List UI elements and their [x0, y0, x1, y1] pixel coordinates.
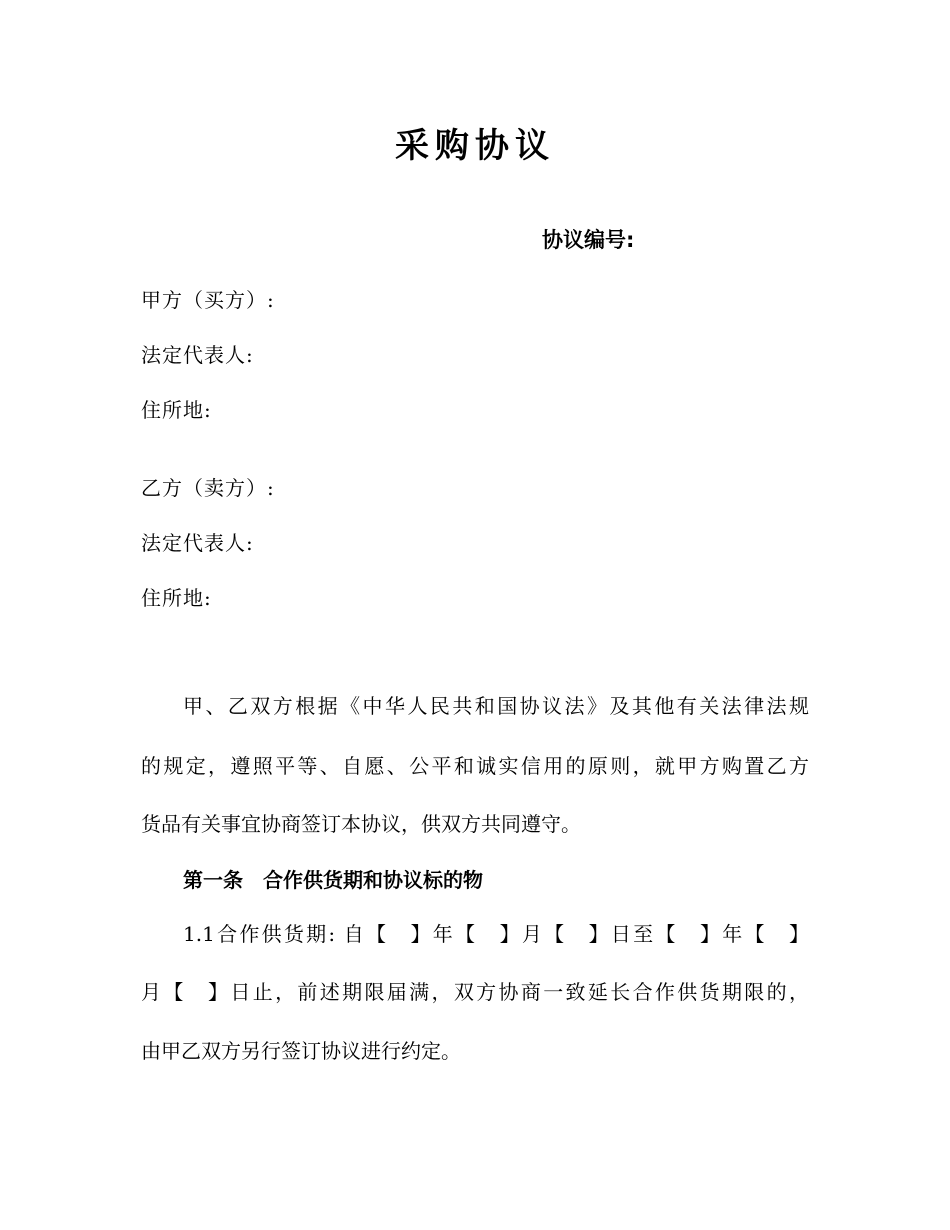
preamble-line: 货品有关事宜协商签订本协议，供双方共同遵守。 [141, 812, 581, 836]
preamble-line: 的规定，遵照平等、自愿、公平和诚实信用的原则，就甲方购置乙方 [141, 754, 809, 778]
party-b-address-label: 住所地: [141, 586, 212, 610]
party-b-representative-label: 法定代表人: [141, 531, 254, 555]
clause-1-1-line: 由甲乙双方另行签订协议进行约定。 [141, 1039, 461, 1063]
clause-1-1-line: 1.1合作供货期: 自【 】年【 】月【 】日至【 】年【 】 [183, 922, 809, 946]
party-b-name-label: 乙方（卖方）: [141, 476, 275, 500]
party-a-name-label: 甲方（买方）: [141, 288, 275, 312]
party-a-representative-label: 法定代表人: [141, 343, 254, 367]
document-title: 采购协议 [395, 126, 555, 166]
article-1-heading: 第一条 合作供货期和协议标的物 [183, 868, 483, 892]
party-a-address-label: 住所地: [141, 398, 212, 422]
agreement-number-label: 协议编号: [542, 228, 635, 252]
preamble-line: 甲、乙双方根据《中华人民共和国协议法》及其他有关法律法规 [183, 694, 809, 718]
clause-1-1-line: 月【 】日止，前述期限届满，双方协商一致延长合作供货期限的， [141, 980, 809, 1004]
